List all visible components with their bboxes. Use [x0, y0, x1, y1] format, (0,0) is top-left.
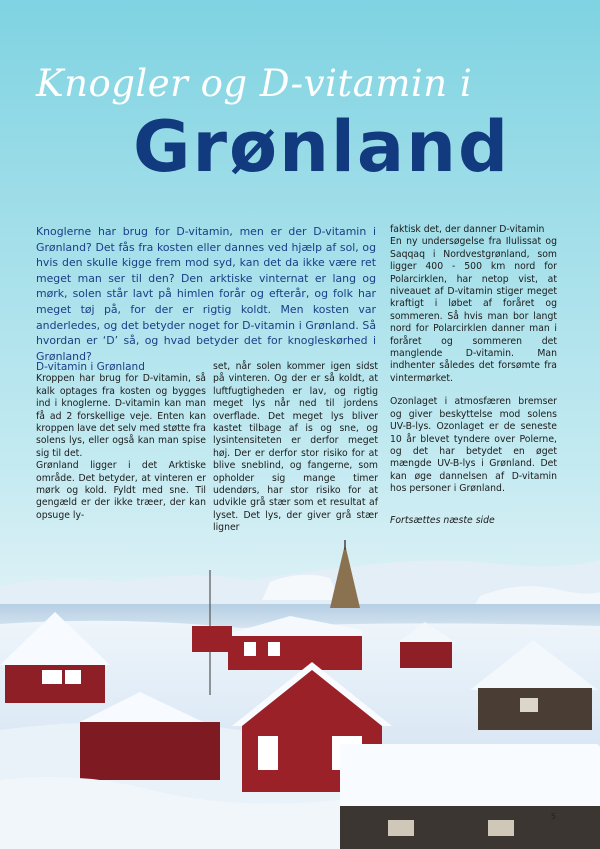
- article-kicker: Knogler og D-vitamin i: [36, 62, 473, 105]
- page-number: 5: [550, 812, 556, 821]
- lead-text: Knoglerne har brug for D-vitamin, men er der D-vitamin i Grønland? Det fås fra kosten eller dannes ved hjælp af sol, og hvis den skulle kigge frem mod syd, kan det da ikke være ret meget man ser til den? Den arktiske vinternat er lang og mørk, solen står lavt på himlen forår og efterår, og folk har meget tøj på, for der er rigtig koldt. Men kosten var anderledes, og det betyder noget for D-vitamin i Grønland. Så hvordan er ‘D’ så, og hvad betyder det for knogleskørhed i Grønland?: [36, 225, 376, 363]
- col3-paragraph-2: En ny undersøgelse fra Ilulissat og Saqqaq i Nordvestgrønland, som ligger 400 - 500 km nord for Polarcirklen, har netop vist, at niveauet af D-vitamin stiger meget kraftigt i løbet af foråret og sommeren. Så hvis man bor langt nord for Polarcirklen danner man i foråret og sommeren det manglende D-vitamin. Man indhenter således det forsømte fra vintermørket.: [390, 236, 557, 384]
- section-subhead: D-vitamin i Grønland: [36, 361, 145, 373]
- village-photo: [0, 530, 600, 849]
- column-2: [213, 361, 378, 535]
- col1-paragraph-1: Kroppen har brug for D-vitamin, så kalk optages fra kosten og bygges ind i knoglerne. D-vitamin kan man få ad 2 forskellige veje. Enten kan kroppen lave det selv med støtte fra solens lys, eller også kan man spise sig til det.: [36, 373, 206, 459]
- col3-paragraph-3: Ozonlaget i atmosfæren bremser og giver beskyttelse mod solens UV-B-lys. Ozonlaget er de seneste 10 år blevet tyndere over Polerne, og det har betydet en øget mængde UV-B-lys i Grønland. Det kan øge dannelsen af D-vitamin hos personer i Grønland.: [390, 396, 557, 495]
- article-title: Grønland: [133, 106, 511, 188]
- col3-paragraph-1: faktisk det, der danner D-vitamin: [390, 224, 545, 235]
- continued-note: Fortsættes næste side: [390, 514, 495, 526]
- col2-paragraph-1: set, når solen kommer igen sidst på vinteren. Og der er så koldt, at luftfugtigheden er lav, og rigtig meget lys når ned til jordens overflade. Det meget lys bliver kastet tilbage af is og sne, og lysintensiteten er derfor meget høj. Der er derfor stor risiko for at blive snebIind, og fangerne, som opholder sig mange timer udendørs, har stor risiko for at udvikle grå stær som et resultat af lyset. Det lys, der giver grå stær ligner: [213, 361, 378, 534]
- lead-paragraph: [36, 224, 376, 364]
- col1-paragraph-2: Grønland ligger i det Arktiske område. Det betyder, at vinteren er mørk og kold. Fyldt med sne. Til gengæld er der ikke træer, der kan opsuge ly-: [36, 460, 206, 521]
- column-3: [390, 224, 557, 527]
- column-1: [36, 361, 206, 522]
